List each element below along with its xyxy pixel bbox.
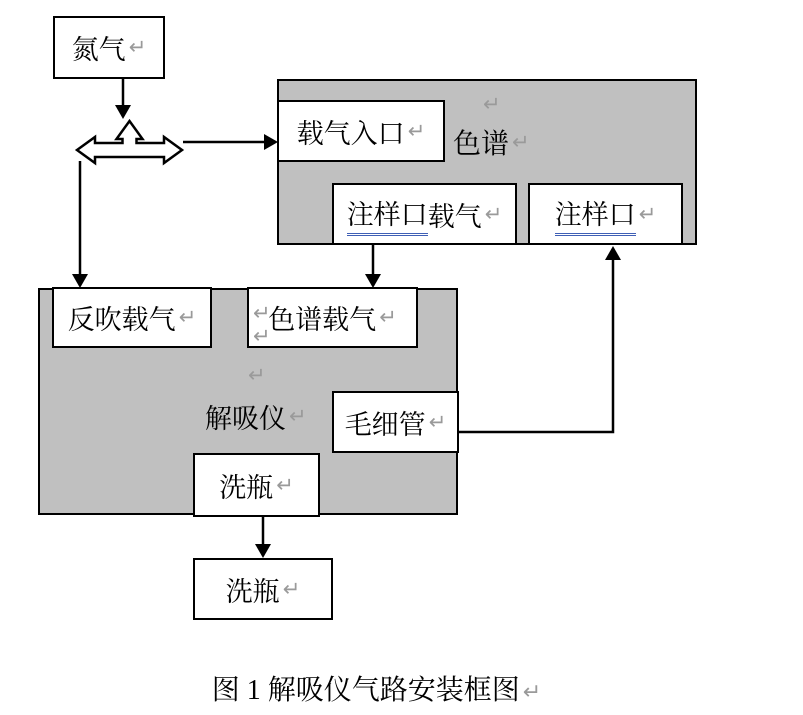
figure-caption-text: 图 1 解吸仪气路安装框图 [211,675,520,706]
line-break-mark: ↵ [248,363,266,387]
desorber-label-text: 解吸仪 [205,404,286,434]
three-way-arrow-shape[interactable] [77,121,182,163]
chromatograph-region-label [453,122,530,162]
backflush-label: 反吹载气 [67,305,176,335]
wash-bottle-lower-label: 洗瓶 [225,576,280,607]
capillary-box[interactable] [332,391,459,453]
nitrogen-box[interactable] [53,16,165,79]
line-break-mark: ↵ [282,576,301,601]
nitrogen-label: 氮气 [71,35,126,65]
backflush-box[interactable] [52,287,212,348]
line-break-mark: ↵ [276,472,294,497]
injection-port-underlined: 注样口 [555,193,636,236]
chrom-carrier-label: 色谱载气 [268,305,377,335]
line-break-mark: ↵ [178,305,197,329]
injection-carrier-rest: 载气 [427,201,482,232]
line-break-mark: ↵ [512,129,530,154]
connector-valve-to-backflush [72,161,88,288]
connector-nitrogen-to-valve [115,79,131,119]
figure-caption [0,668,753,708]
line-break-mark: ↵ [522,680,542,705]
line-break-mark: ↵ [128,35,147,59]
injection-port-box[interactable] [528,183,683,245]
wash-bottle-upper-box[interactable] [193,453,320,517]
wash-bottle-lower-box[interactable] [193,558,333,620]
capillary-label: 毛细管 [344,409,426,440]
connector-injection-carrier-to-chrom-carrier [365,245,381,288]
wash-bottle-upper-label: 洗瓶 [219,472,274,503]
connector-capillary-to-injection-port [459,246,621,432]
line-break-mark: ↵ [484,201,503,226]
line-break-mark: ↵ [428,409,447,434]
line-break-mark: ↵ [289,404,307,428]
line-break-mark: ↵ [638,201,657,226]
desorber-region-label [205,397,307,436]
chrom-carrier-box[interactable] [247,287,418,348]
chromatograph-label-text: 色谱 [453,129,510,160]
injection-carrier-box[interactable] [332,183,517,245]
line-break-mark: ↵ [407,118,426,143]
line-break-mark: ↵ [253,324,271,348]
line-break-mark: ↵ [483,92,501,116]
carrier-inlet-box[interactable] [277,100,445,162]
line-break-mark: ↵ [379,305,397,329]
connector-wash-upper-to-wash-lower [255,517,271,558]
injection-carrier-underlined: 注样口 [347,193,428,236]
carrier-inlet-label: 载气入口 [296,118,405,149]
connector-valve-to-carrier-inlet [183,134,278,150]
line-break-mark: ↵ [253,301,271,325]
